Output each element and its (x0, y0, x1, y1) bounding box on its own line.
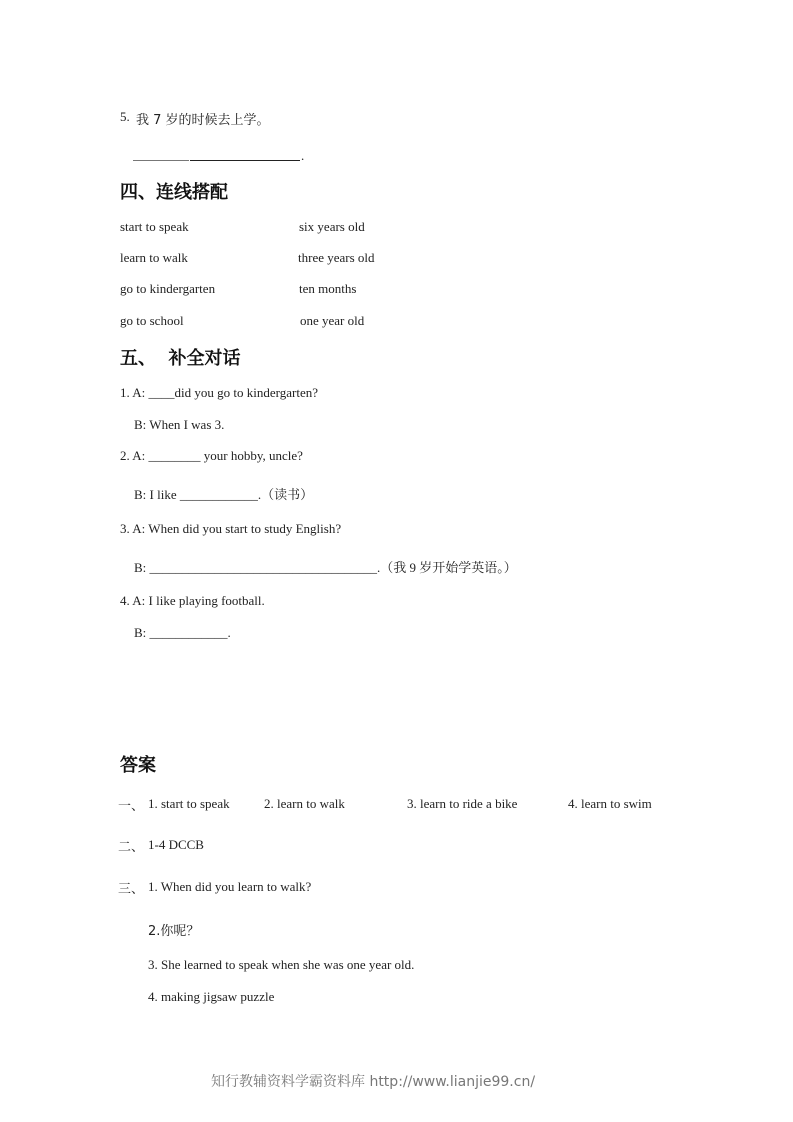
footer-watermark: 知行教辅资料学霸资料库 http://www.lianjie99.cn/ (211, 1074, 536, 1090)
dialog-2-a: 2. A: ________ your hobby, uncle? (120, 448, 303, 463)
answer-1-2: 2. learn to walk (264, 796, 345, 811)
answer-3-1: 1. When did you learn to walk? (148, 879, 312, 894)
section4-heading: 四、连线搭配 (120, 182, 228, 203)
match-right-3: ten months (299, 281, 357, 296)
dialog-4-b: B: ____________. (134, 625, 231, 640)
dialog-3-a: 3. A: When did you start to study English? (120, 521, 342, 536)
dialog-2-b: B: I like ____________.（读书） (134, 487, 314, 502)
match-right-1: six years old (299, 219, 365, 234)
q5-answer-end: . (301, 148, 305, 163)
dialog-4-a: 4. A: I like playing football. (120, 593, 265, 608)
dialog-1-b: B: When I was 3. (134, 417, 225, 432)
answer-3-3: 3. She learned to speak when she was one year old. (148, 957, 415, 972)
match-left-4: go to school (120, 313, 184, 328)
section5-heading: 五、 补全对话 (120, 348, 241, 369)
answer-1-1: 1. start to speak (148, 796, 230, 811)
answers-part1-label: 一、 (118, 799, 145, 814)
dialog-3-b: B: ___________________________________.（我 9 岁开始学英语。） (134, 560, 517, 575)
match-right-2: three years old (298, 250, 375, 265)
match-right-4: one year old (300, 313, 365, 328)
answer-3-4: 4. making jigsaw puzzle (148, 989, 275, 1004)
match-left-3: go to kindergarten (120, 281, 216, 296)
q5-answer-line-2 (190, 160, 300, 161)
q5-answer-line-1 (133, 160, 189, 161)
q5-number: 5. (120, 109, 130, 124)
match-left-2: learn to walk (120, 250, 188, 265)
answer-2: 1-4 DCCB (148, 837, 204, 852)
q5-sentence: 我 7 岁的时候去上学。 (136, 113, 270, 128)
match-left-1: start to speak (120, 219, 189, 234)
dialog-1-a: 1. A: ____did you go to kindergarten? (120, 385, 318, 400)
answer-1-3: 3. learn to ride a bike (407, 796, 518, 811)
answers-heading: 答案 (120, 755, 156, 776)
answers-part2-label: 二、 (118, 840, 145, 855)
answers-part3-label: 三、 (118, 882, 145, 897)
answer-1-4: 4. learn to swim (568, 796, 652, 811)
answer-3-2: 2.你呢？ (148, 924, 200, 939)
